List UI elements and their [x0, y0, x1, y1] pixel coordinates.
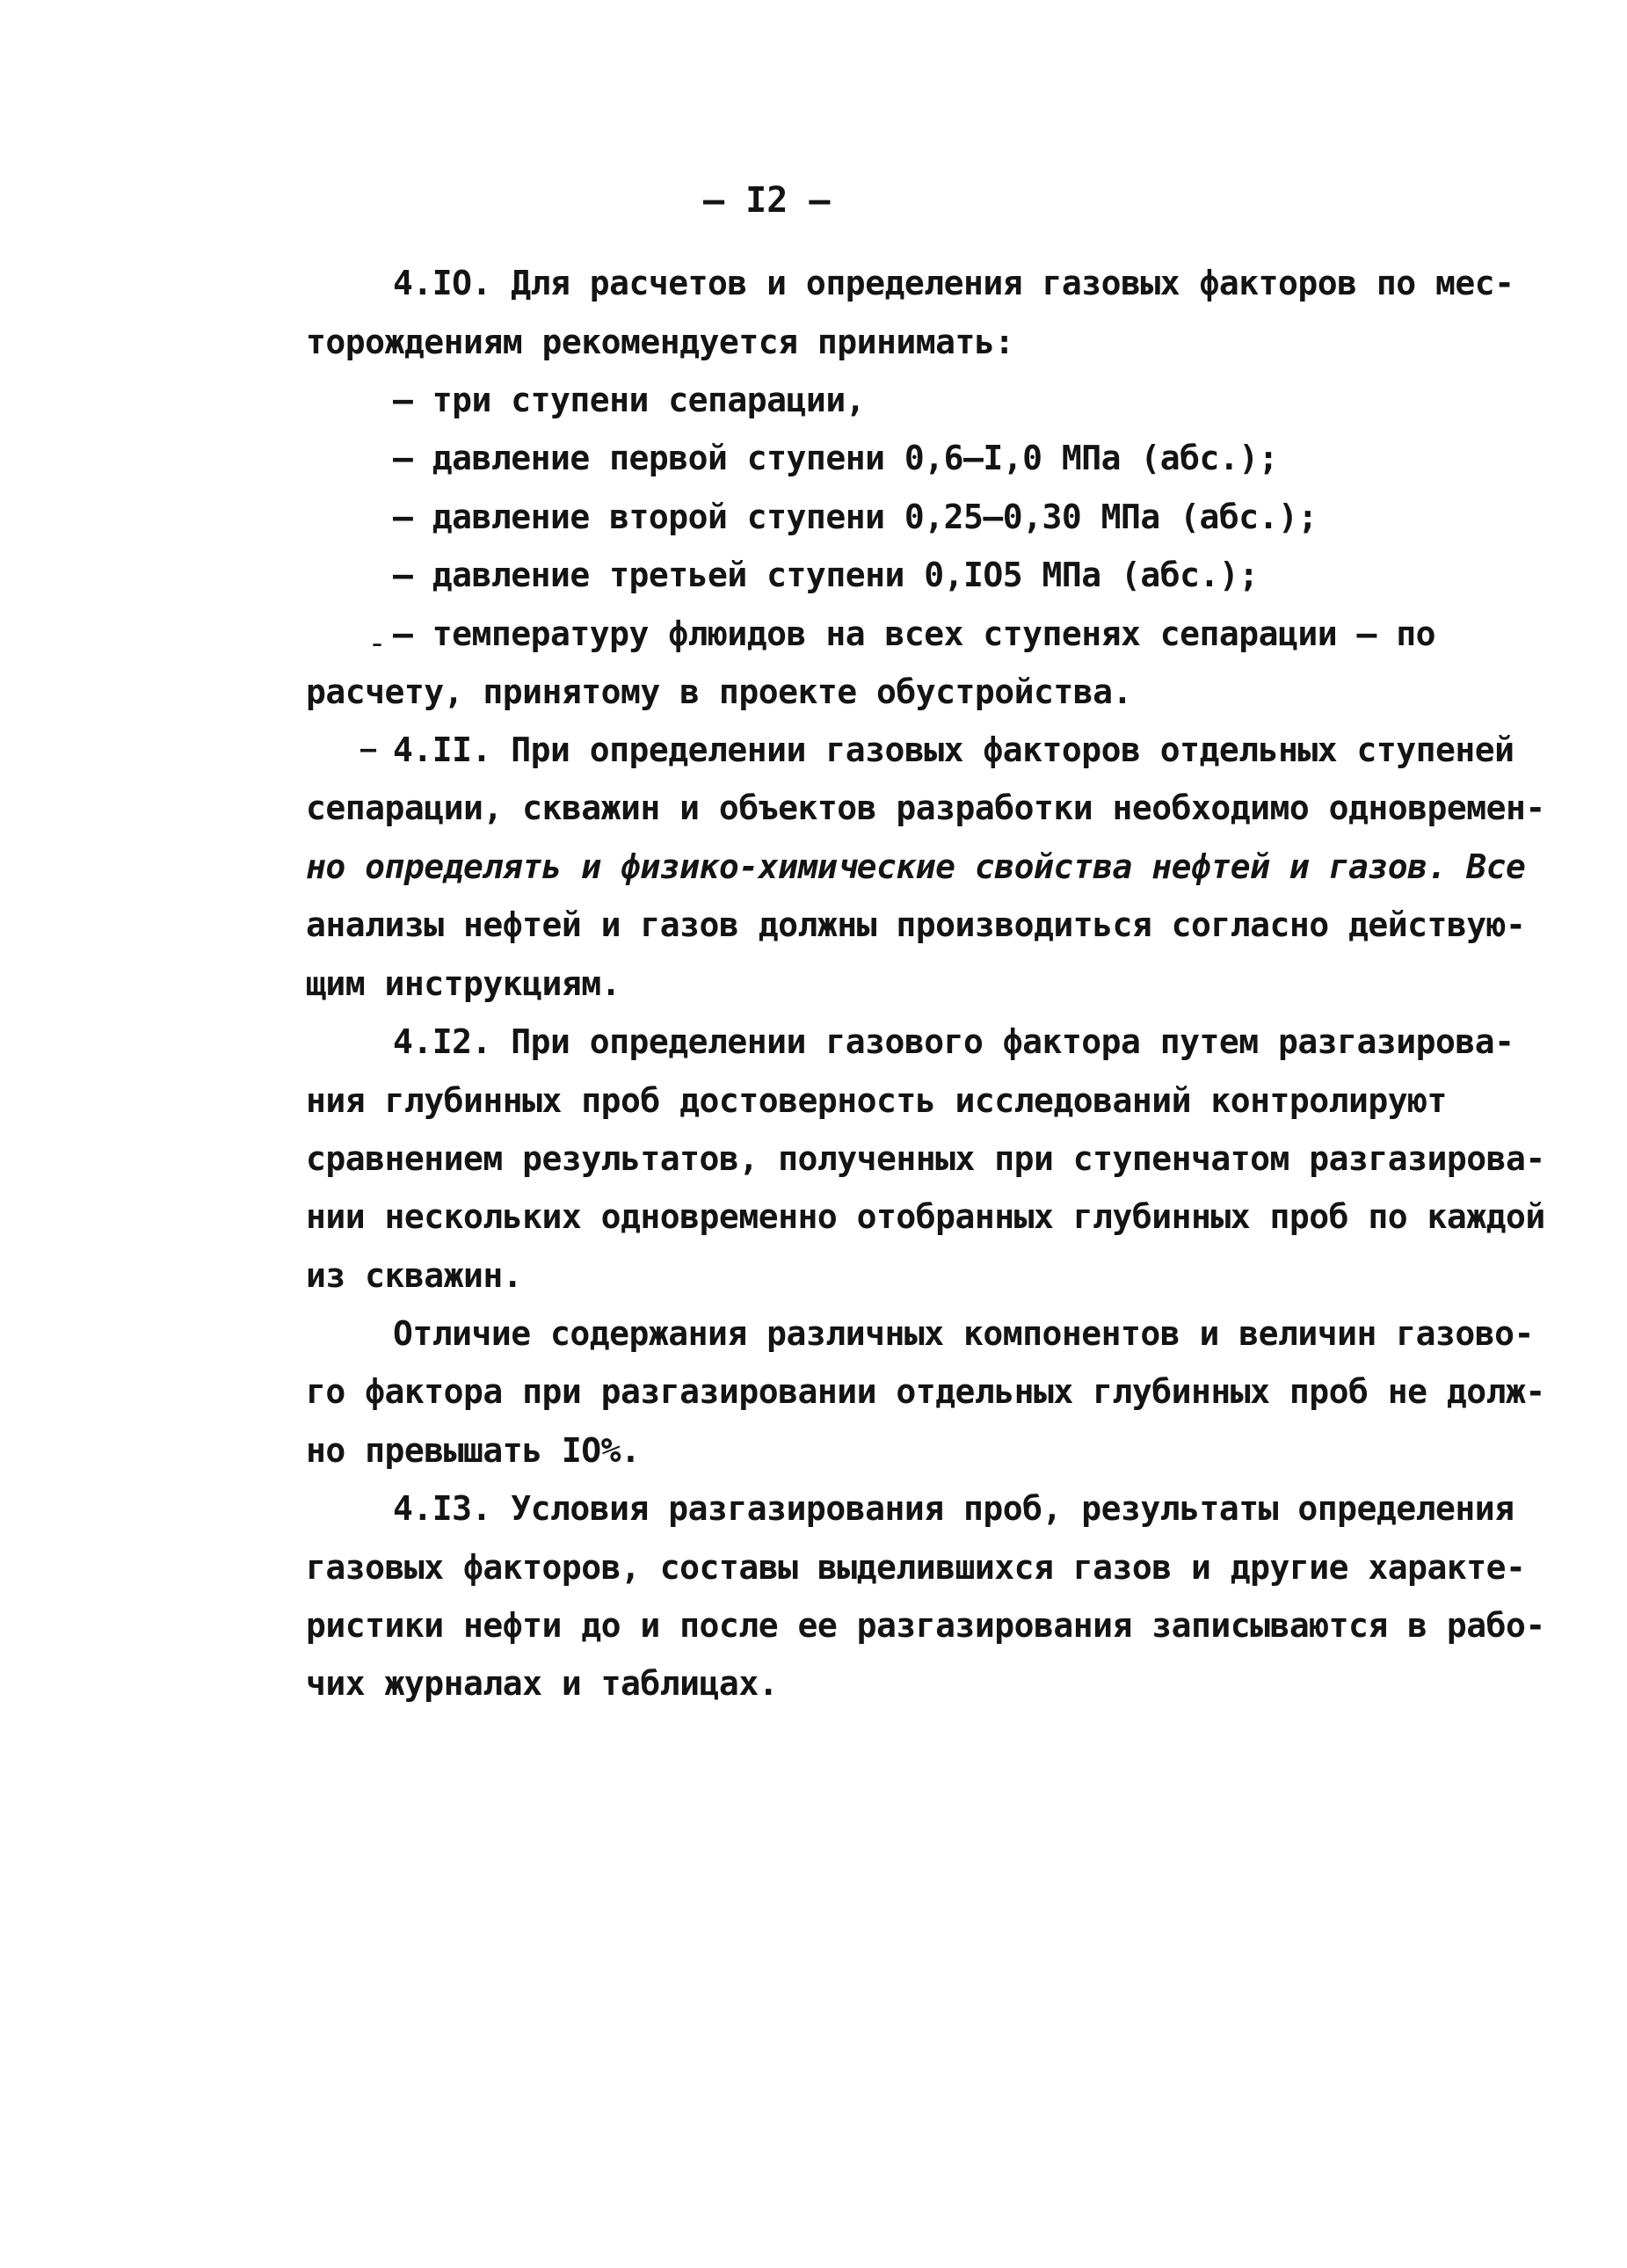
paragraph-4-11-line-2: сепарации, скважин и объектов разработки необходимо одновремен-	[306, 789, 1545, 827]
stray-mark: ˍ	[369, 617, 386, 648]
list-item-temperature: – температуру флюидов на всех ступенях сепарации – по	[393, 614, 1436, 653]
paragraph-4-11-line-1: 4.II. При определении газовых факторов отдельных ступеней	[393, 731, 1514, 769]
list-item-stages: – три ступени сепарации,	[393, 381, 866, 419]
paragraph-4-13-line-3: ристики нефти до и после ее разгазирования записываются в рабо-	[306, 1606, 1545, 1645]
paragraph-4-12-line-1: 4.I2. При определении газового фактора путем разгазирова-	[393, 1022, 1514, 1061]
paragraph-4-11-line-3: но определять и физико-химические свойства нефтей и газов. Все	[306, 847, 1526, 886]
paragraph-4-13-line-1: 4.I3. Условия разгазирования проб, результаты определения	[393, 1489, 1514, 1528]
paragraph-4-11-line-5: щим инструкциям.	[306, 964, 621, 1003]
difference-paragraph-line-2: го фактора при разгазировании отдельных глубинных проб не долж-	[306, 1372, 1545, 1411]
list-item-pressure-first: – давление первой ступени 0,6–I,0 МПа (абс.);	[393, 439, 1279, 477]
paragraph-4-10-line-1: 4.IO. Для расчетов и определения газовых факторов по мес-	[393, 264, 1514, 302]
paragraph-4-13-line-4: чих журналах и таблицах.	[306, 1664, 779, 1703]
paragraph-4-12-line-3: сравнением результатов, полученных при ступенчатом разгазирова-	[306, 1139, 1545, 1178]
list-item-pressure-second: – давление второй ступени 0,25–0,30 МПа (абс.);	[393, 498, 1318, 536]
difference-paragraph-line-3: но превышать IO%.	[306, 1431, 641, 1470]
paragraph-4-12-line-5: из скважин.	[306, 1256, 523, 1295]
list-item-pressure-third: – давление третьей ступени 0,IO5 МПа (абс.);	[393, 556, 1259, 594]
paragraph-4-10-line-2: торождениям рекомендуется принимать:	[306, 323, 1014, 361]
difference-paragraph-line-1: Отличие содержания различных компонентов и величин газово-	[393, 1314, 1534, 1353]
page-number: – I2 –	[703, 180, 831, 221]
paragraph-4-12-line-4: нии нескольких одновременно отобранных глубинных проб по каждой	[306, 1197, 1545, 1236]
list-item-temperature-cont: расчету, принятому в проекте обустройства.	[306, 672, 1132, 711]
paragraph-4-12-line-2: ния глубинных проб достоверность исследований контролируют	[306, 1081, 1447, 1120]
paragraph-4-13-line-2: газовых факторов, составы выделившихся газов и другие характе-	[306, 1548, 1526, 1587]
margin-dash: –	[360, 734, 377, 765]
paragraph-4-11-line-4: анализы нефтей и газов должны производиться согласно действую-	[306, 905, 1526, 944]
